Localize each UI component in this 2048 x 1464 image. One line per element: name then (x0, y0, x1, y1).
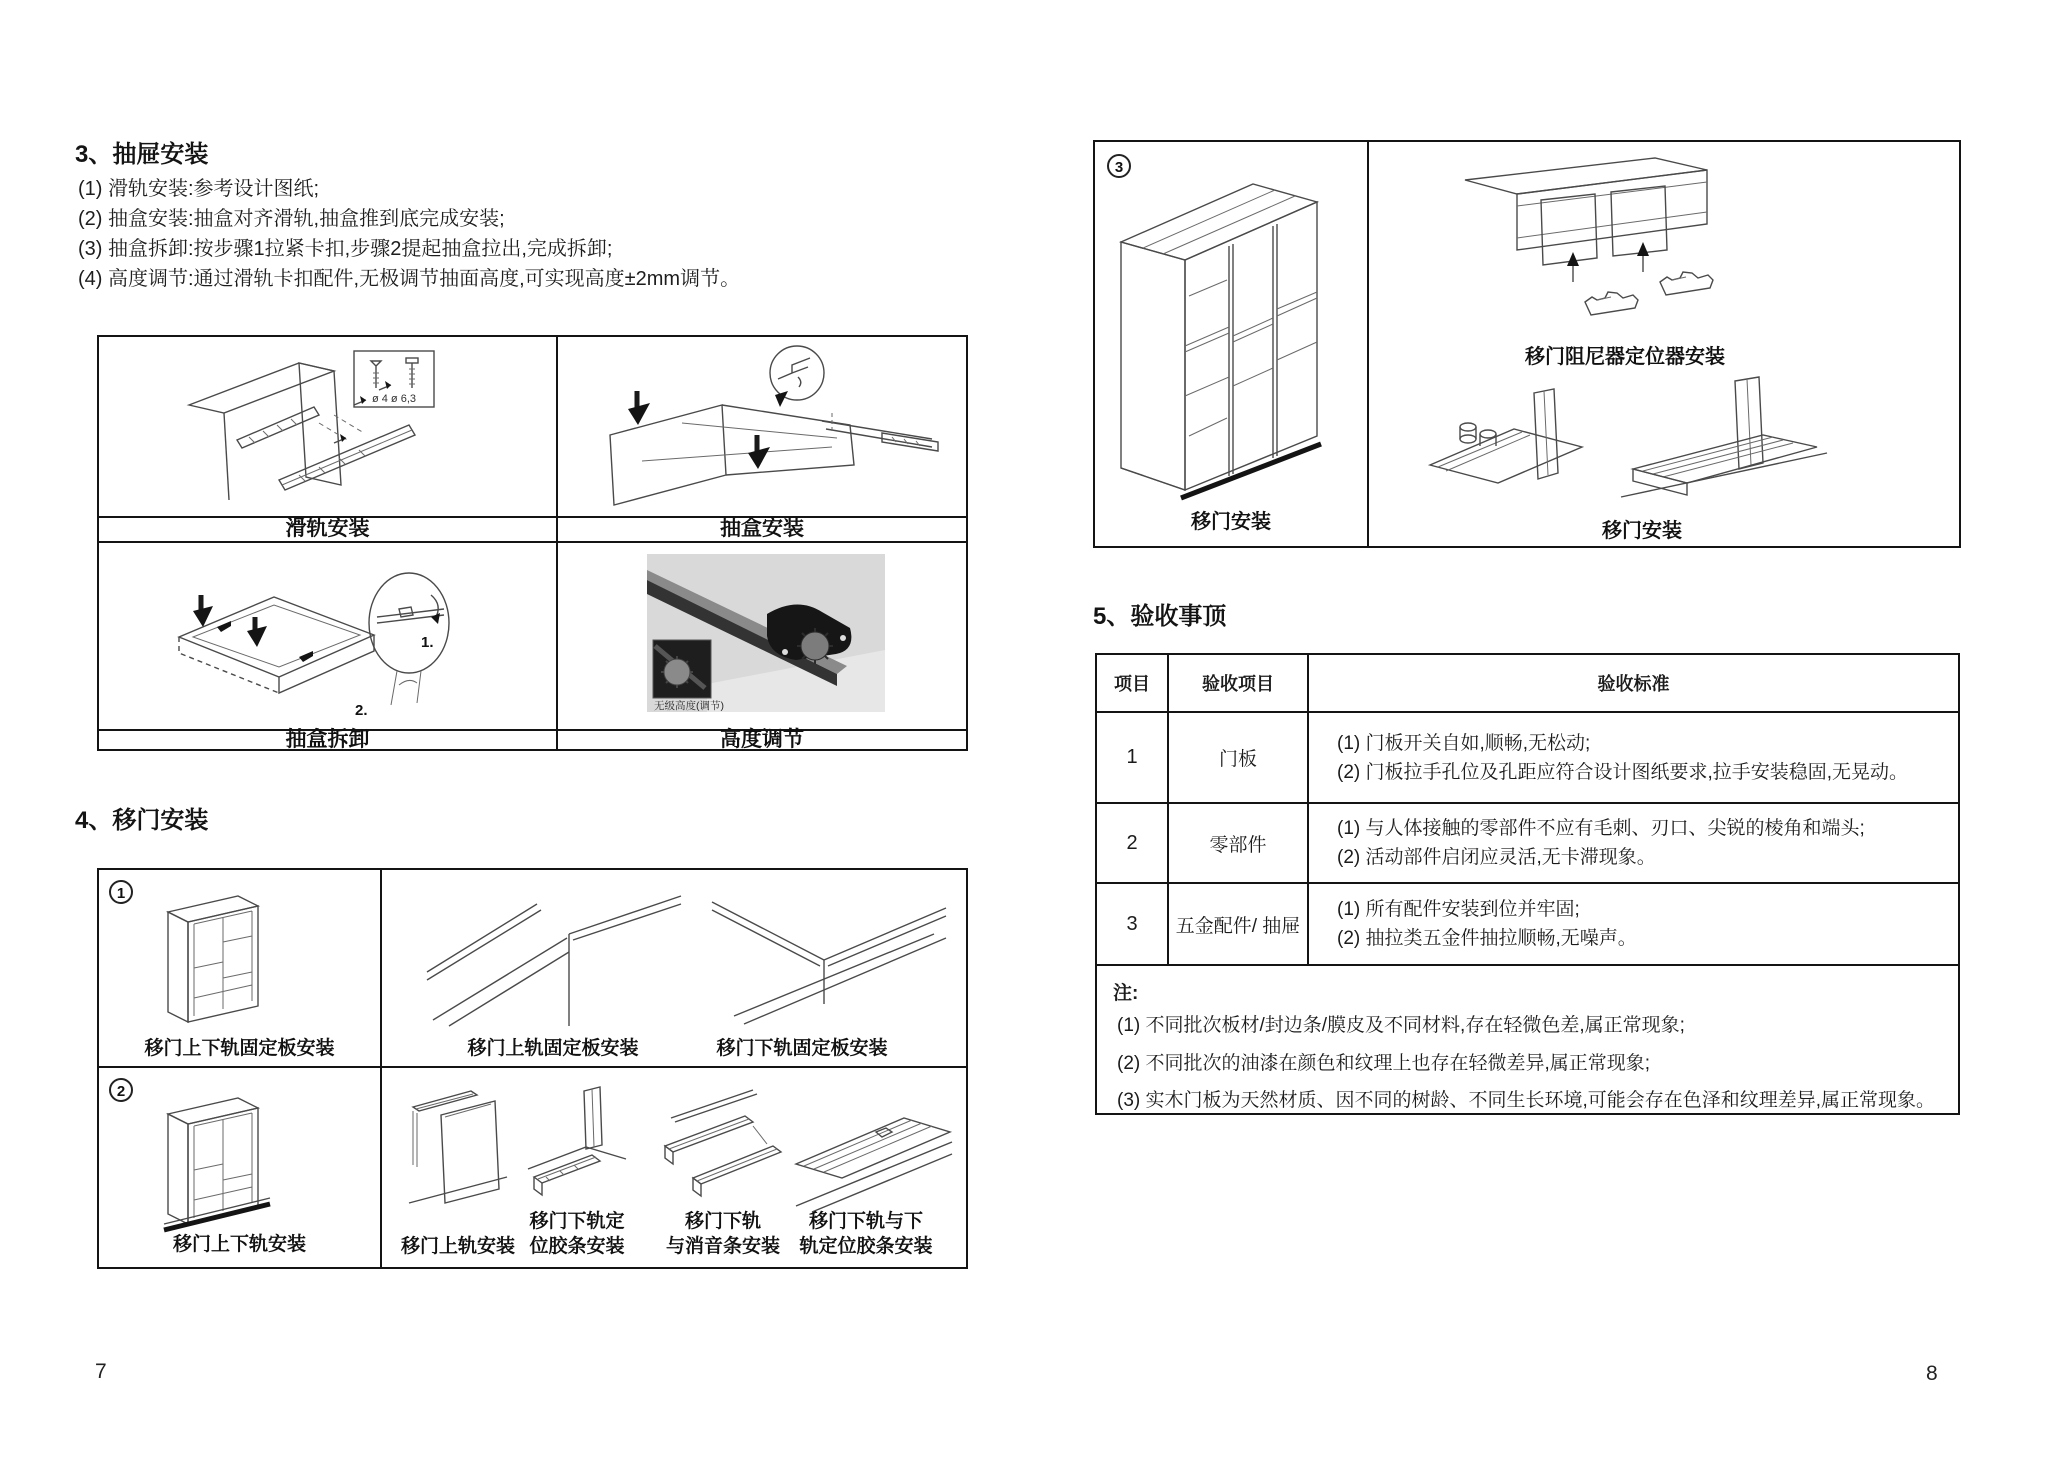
top-track-corner-diagram (1422, 387, 1592, 507)
top-track-fixing-plate-diagram (419, 886, 689, 1026)
drawer-box-install-diagram (582, 343, 952, 511)
drawer-removal-diagram (159, 565, 489, 725)
caption-top-rail: 移门上轨安装 (400, 1236, 515, 1257)
height-adjustment-photo (647, 554, 885, 712)
standard-line: (1) 与人体接触的零部件不应有毛刺、刃口、尖锐的棱角和端头; (1337, 818, 1865, 839)
caption-line: 移门下轨定 (529, 1211, 625, 1232)
sliding-door-wardrobe-diagram (1103, 146, 1343, 521)
note-line: (1) 不同批次板材/封边条/膜皮及不同材料,存在轻微色差,属正常现象; (1117, 1015, 1685, 1036)
divider (1097, 964, 1958, 966)
damper-positioner-diagram (1445, 150, 1745, 325)
row-no: 2 (1126, 831, 1138, 854)
header-item-no: 项目 (1114, 674, 1150, 694)
section-3-item: (3) 抽盒拆卸:按步骤1拉紧卡扣,步骤2提起抽盒拉出,完成拆卸; (78, 238, 613, 260)
standard-line: (1) 所有配件安装到位并牢固; (1337, 899, 1580, 920)
bottom-rail-silencer-diagram (657, 1082, 792, 1212)
sliding-door-install-table (97, 868, 968, 1269)
drawer-install-table (97, 335, 968, 751)
sliding-door-figure-box (1093, 140, 1961, 548)
caption-bottom-rail-silencer (653, 1209, 793, 1259)
caption-line: 位胶条安装 (529, 1236, 625, 1257)
section-3-item: (1) 滑轨安装:参考设计图纸; (78, 178, 320, 200)
row-item: 门板 (1218, 749, 1257, 770)
caption-wardrobe-install: 移门安装 (1191, 511, 1271, 533)
standard-line: (1) 门板开关自如,顺畅,无松动; (1337, 732, 1591, 754)
page-number-right: 8 (1926, 1362, 1938, 1385)
slide-rail-install-diagram (129, 345, 529, 510)
caption-line: 轨定位胶条安装 (799, 1236, 933, 1257)
note-line: (3) 实木门板为天然材质、因不同的树龄、不同生长环境,可能会存在色泽和纹理差异,属正常现象。 (1117, 1090, 1936, 1111)
standard-line: (2) 门板拉手孔位及孔距应符合设计图纸要求,拉手安装稳固,无晃动。 (1337, 761, 1909, 783)
caption-height-adjust: 高度调节 (720, 728, 804, 751)
step-1-badge: 1 (109, 880, 133, 904)
stepless-height-label: 无级高度(调节) (654, 700, 724, 712)
row-no: 1 (1126, 746, 1138, 768)
caption-bottom-rail-position (786, 1209, 946, 1259)
caption-slide-rail: 滑轨安装 (285, 517, 370, 540)
row-standard (1309, 713, 1958, 802)
wardrobe-frame-diagram (154, 878, 274, 1036)
caption-r1-bottom-plate: 移门下轨固定板安装 (716, 1038, 888, 1059)
section-5-title: 5、验收事顶 (1093, 603, 1227, 630)
caption-bottom-rail-gasket (507, 1209, 647, 1259)
bottom-track-fixing-plate-diagram (704, 886, 954, 1026)
bottom-rail-gasket-diagram (522, 1085, 632, 1210)
page-number-left: 7 (95, 1360, 107, 1383)
step-3-badge: 3 (1107, 154, 1131, 178)
caption-damper-positioner: 移门阻尼器定位器安装 (1525, 346, 1725, 368)
wardrobe-with-rails-diagram (154, 1080, 274, 1240)
header-item: 验收项目 (1202, 674, 1274, 694)
divider (556, 337, 558, 749)
row-item: 零部件 (1209, 834, 1267, 856)
step-2-badge: 2 (109, 1078, 133, 1102)
section-3-item: (2) 抽盒安装:抽盒对齐滑轨,抽盒推到底完成安装; (78, 208, 505, 230)
note-line: (2) 不同批次的油漆在颜色和纹理上也存在轻微差异,属正常现象; (1117, 1053, 1651, 1074)
section-3-title: 3、抽屉安装 (75, 141, 209, 168)
divider (99, 541, 966, 543)
section-4-title: 4、移门安装 (75, 807, 209, 834)
caption-drawer-removal: 抽盒拆卸 (285, 728, 370, 751)
row-standard (1309, 804, 1958, 882)
step-1-label: 1. (421, 634, 434, 651)
caption-door-install: 移门安装 (1602, 520, 1682, 542)
standard-line: (2) 活动部件启闭应灵活,无卡滞现象。 (1337, 847, 1656, 868)
row-item: 五金配件/ 抽屉 (1175, 915, 1301, 937)
caption-r2c1: 移门上下轨安装 (172, 1234, 306, 1255)
caption-line: 移门下轨 (684, 1211, 761, 1232)
divider (380, 870, 382, 1267)
divider (1367, 142, 1369, 546)
acceptance-table (1095, 653, 1960, 1115)
step-2-label: 2. (355, 702, 368, 719)
header-standard: 验收标准 (1597, 674, 1670, 694)
caption-r1-top-plate: 移门上轨固定板安装 (467, 1038, 639, 1059)
caption-line: 移门下轨与下 (808, 1211, 923, 1232)
row-standard (1309, 884, 1958, 964)
caption-line: 与消音条安装 (665, 1236, 780, 1257)
bottom-track-corner-diagram (1617, 377, 1832, 512)
top-rail-install-diagram (407, 1085, 512, 1210)
divider (99, 1066, 966, 1068)
screw-size-label: ø 4 ø 6,3 (371, 393, 417, 405)
row-no: 3 (1126, 912, 1138, 935)
caption-drawer-box: 抽盒安装 (720, 517, 804, 540)
bottom-rail-position-gasket-diagram (792, 1080, 957, 1212)
caption-r1c1: 移门上下轨固定板安装 (144, 1038, 335, 1059)
section-3-item: (4) 高度调节:通过滑轨卡扣配件,无极调节抽面高度,可实现高度±2mm调节。 (78, 268, 741, 290)
note-title: 注: (1113, 983, 1139, 1004)
standard-line: (2) 抽拉类五金件抽拉顺畅,无噪声。 (1337, 928, 1637, 949)
